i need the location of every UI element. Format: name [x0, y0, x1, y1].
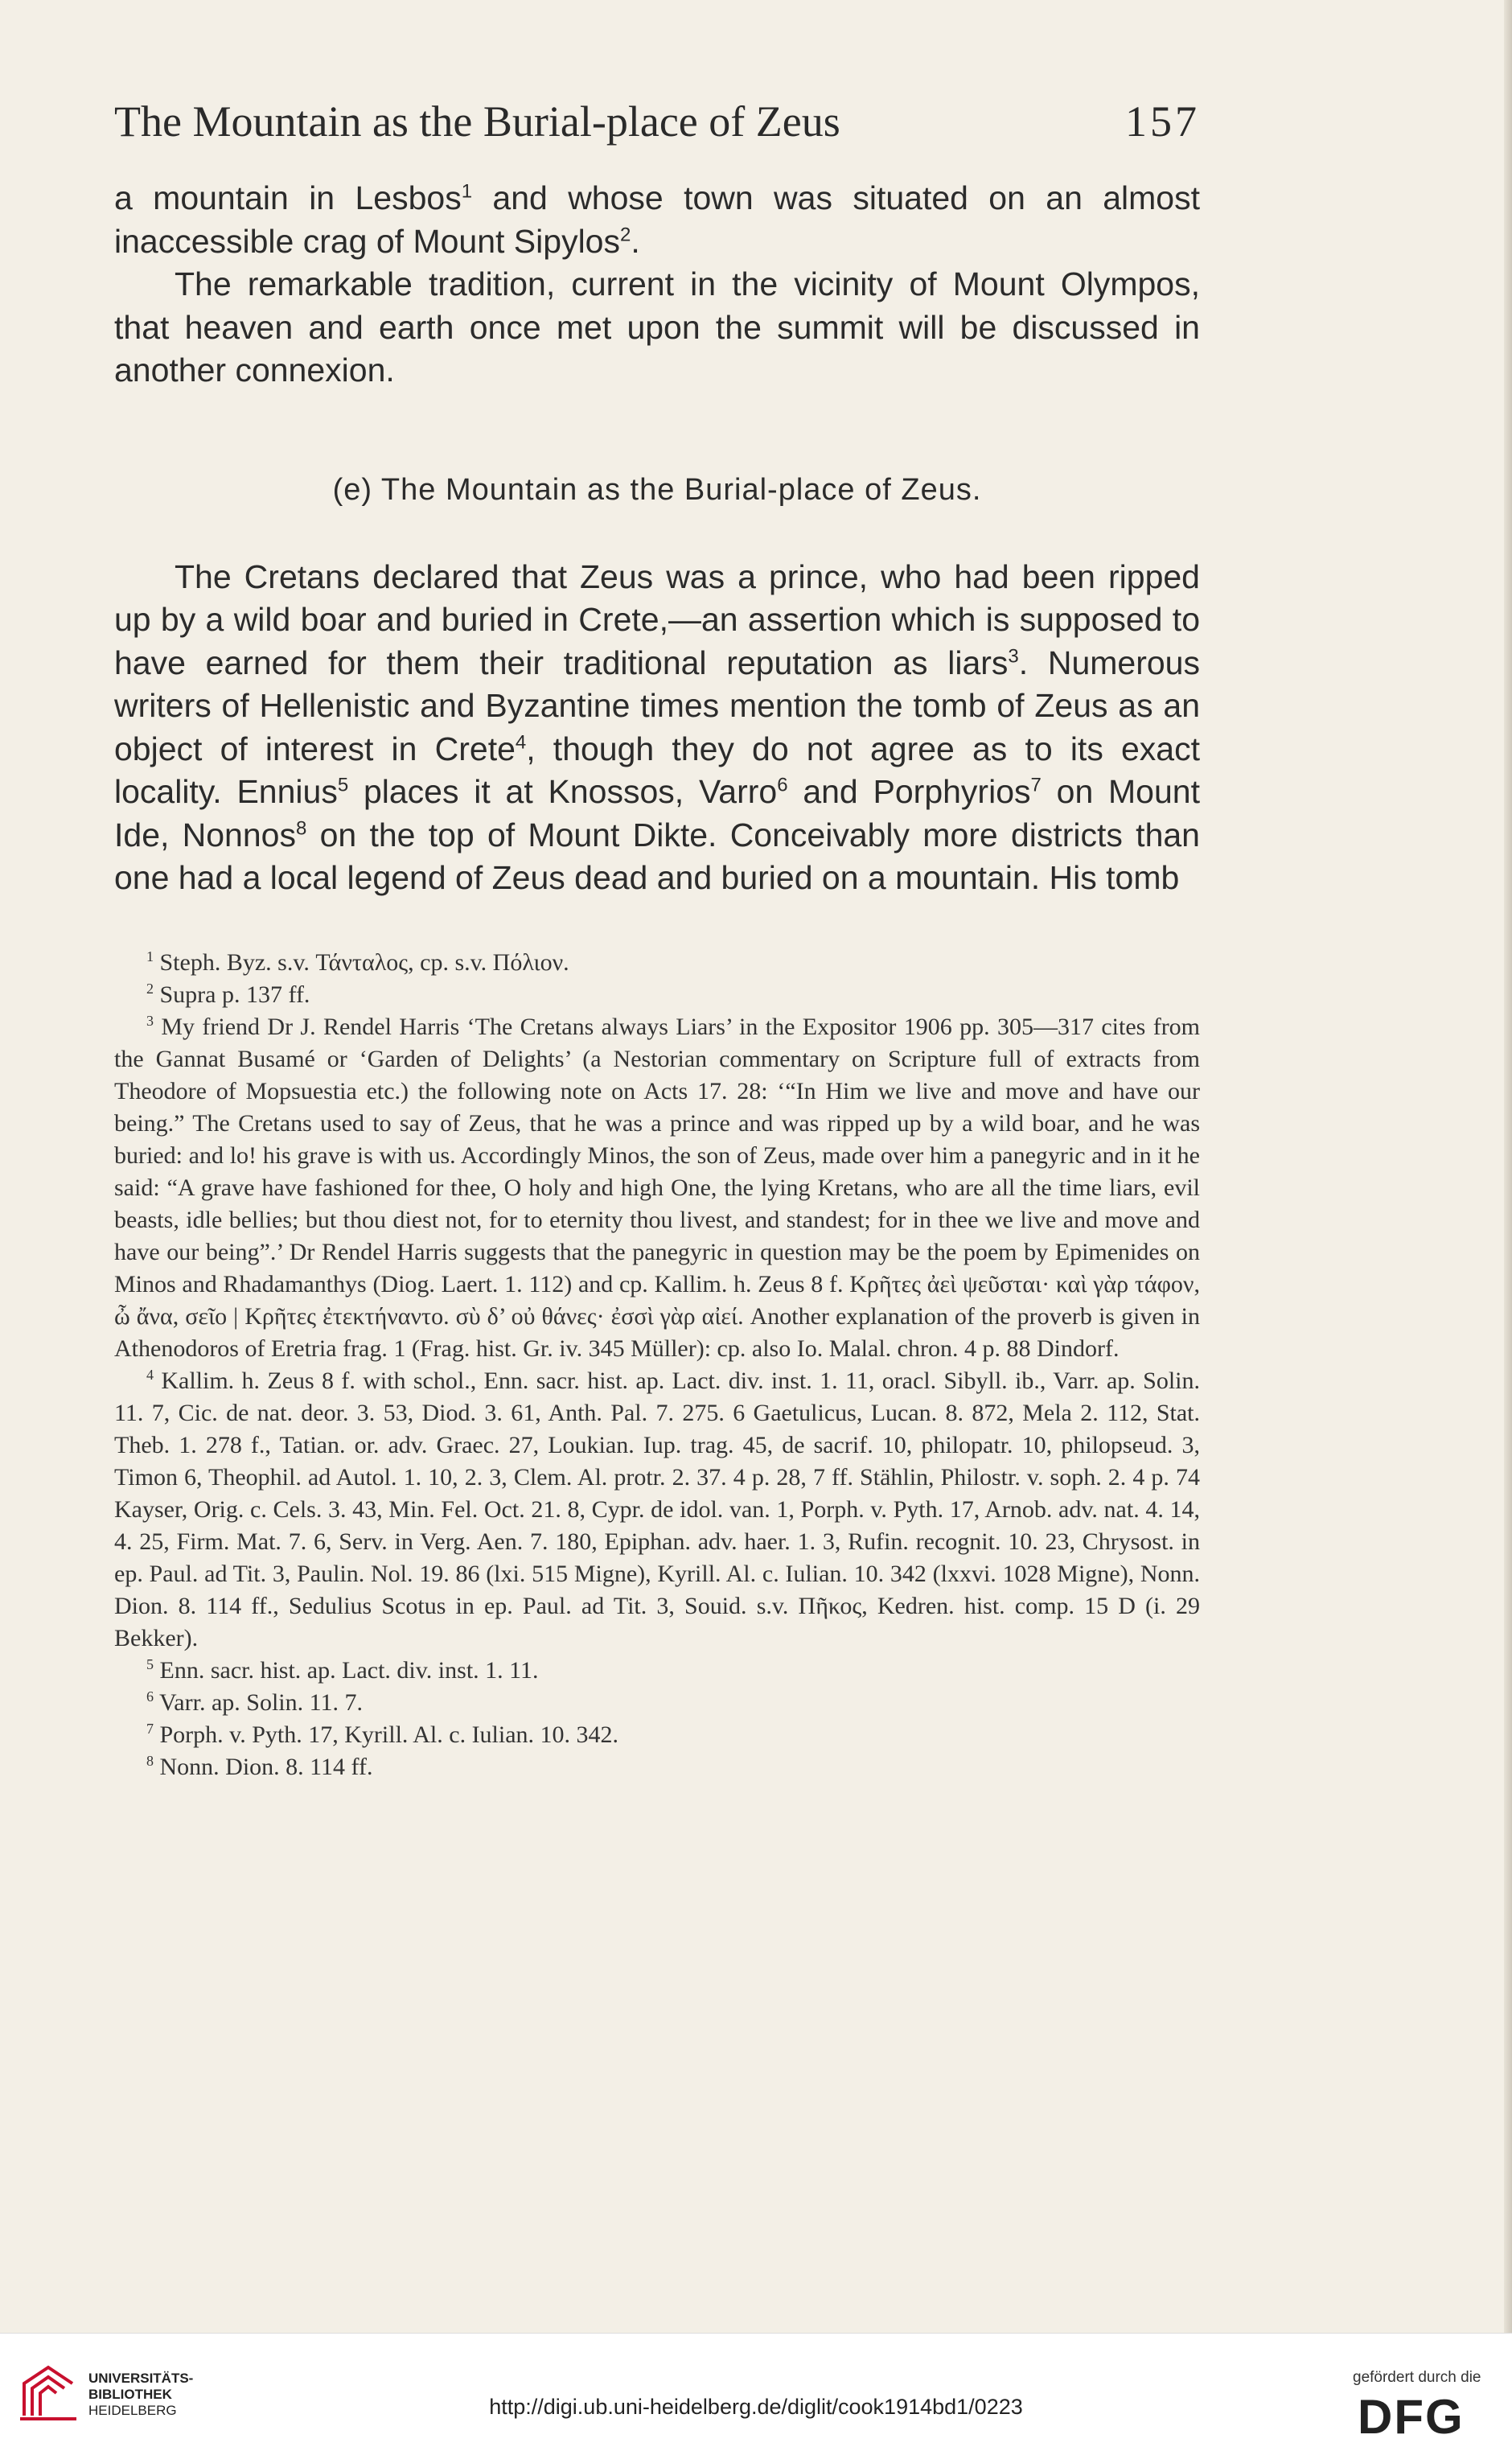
- footnote-text: Kallim. h. Zeus 8 f. with schol., Enn. sacr. hist. ap. Lact. div. inst. 1. 11, oracl. Sibyll. ib., Varr. ap. Solin. 11. 7, Cic. de nat. deor. 3. 53, Diod. 3. 61, Anth. Pal. 7. 275. 6 Gaetulicus, Lucan. 8. 872, Mela 2. 112, Stat. Theb. 1. 278 f., Tatian. or. adv. Graec. 27, Loukian. Iup. trag. 45, de sacrif. 10, philopatr. 10, philopseud. 3, Timon 6, Theophil. ad Autol. 1. 10, 2. 3, Clem. Al. protr. 2. 37. 4 p. 28, 7 ff. Stählin, Philostr. v. soph. 2. 4 p. 74 Kayser, Orig. c. Cels. 3. 43, Min. Fel. Oct. 21. 8, Cypr. de idol. van. 1, Porph. v. Pyth. 17, Arnob. adv. nat. 4. 14, 4. 25, Firm. Mat. 7. 6, Serv. in Verg. Aen. 7. 180, Epiphan. adv. haer. 1. 3, Rufin. recognit. 10. 23, Chrysost. in ep. Paul. ad Tit. 3, Paulin. Nol. 19. 86 (lxi. 515 Migne), Kyrill. Al. c. Iulian. 10. 342 (lxxvi. 1028 Migne), Nonn. Dion. 8. 114 ff., Sedulius Scotus in ep. Paul. ad Tit. 3, Souid. s.v. Πῆκος, Kedren. hist. comp. 15 D (i. 29 Bekker).: [114, 1367, 1201, 1651]
- footnote-8: [114, 1751, 1200, 1783]
- page-number: 157: [1125, 97, 1200, 146]
- footnote-6: [114, 1687, 1200, 1719]
- footnote-text: My friend Dr J. Rendel Harris ‘The Cretans always Liars’ in the Expositor 1906 pp. 305—317 cites from the Gannat Busamé or ‘Garden of Delights’ (a Nestorian commentary on Scripture full of extracts from Theodore of Mopsuestia etc.) the following note on Acts 17. 28: ‘“In Him we live and move and have our being.” The Cretans used to say of Zeus, that he was a prince and was ripped up by a wild boar, and he was buried: and lo! his grave is with us. Accordingly Minos, the son of Zeus, made over him a panegyric and in it he said: “A grave have fashioned for thee, O holy and high One, the lying Kretans, who are all the time liars, evil beasts, idle bellies; but thou diest not, for to eternity thou livest, and standest; for in thee we live and move and have our being”.’ Dr Rendel Harris suggests that the panegyric in question may be the poem by Epimenides on Minos and Rhadamanthys (Diog. Laert. 1. 112) and cp. Kallim. h. Zeus 8 f. Κρῆτες ἀεὶ ψεῦσται· καὶ γὰρ τάφον, ὦ ἄνα, σεῖο | Κρῆτες ἐτεκτήναντο. σὺ δ’ οὐ θάνες· ἐσσὶ γὰρ αἰεί. Another explanation of the proverb is given in Athenodoros of Eretria frag. 1 (Frag. hist. Gr. iv. 345 Müller): cp. also Io. Malal. chron. 4 p. 88 Dindorf.: [114, 1013, 1201, 1362]
- footnote-ref-6[interactable]: 6: [777, 774, 788, 796]
- footnote-text: Enn. sacr. hist. ap. Lact. div. inst. 1. 11.: [159, 1656, 539, 1684]
- footer-bar: [0, 2333, 1512, 2447]
- footnote-ref-8[interactable]: 8: [295, 816, 307, 839]
- footnote-ref-4[interactable]: 4: [515, 730, 527, 753]
- paragraph-3-text: places it at Knossos, Varro: [348, 773, 778, 810]
- footnote-5: [114, 1655, 1200, 1687]
- footnote-text: Nonn. Dion. 8. 114 ff.: [159, 1753, 373, 1780]
- university-library-name: [88, 2371, 193, 2419]
- paragraph-1: [114, 177, 1200, 263]
- page-content: [114, 97, 1200, 1783]
- dfg-logo-text: DFG: [1358, 2393, 1465, 2437]
- running-head: [114, 97, 1200, 146]
- paragraph-3-text: and Porphyrios: [787, 773, 1031, 810]
- library-name-line-3: HEIDELBERG: [88, 2403, 177, 2418]
- paragraph-3-text: on the top of Mount Dikte. Conceivably more districts than one had a local legend of Zeus dead and buried on a mountain. His tomb: [114, 816, 1200, 896]
- footnote-ref-1[interactable]: 1: [461, 180, 473, 203]
- footnote-text: Supra p. 137 ff.: [159, 981, 310, 1008]
- footnotes: [114, 947, 1200, 1783]
- footnote-number: 1: [146, 948, 154, 964]
- sponsor-caption: gefördert durch die: [1353, 2369, 1481, 2386]
- footnote-7: [114, 1719, 1200, 1751]
- paragraph-3-text: on Mount Ide, Nonnos: [114, 773, 1200, 853]
- footnote-number: 3: [146, 1012, 154, 1029]
- paragraph-3-text: The Cretans declared that Zeus was a prince, who had been ripped up by a wild boar and buried in Crete,—an assertion which is supposed to have earned for them their traditional reputation as liars: [114, 557, 1200, 681]
- footnote-number: 6: [146, 1688, 154, 1705]
- footnote-text: Porph. v. Pyth. 17, Kyrill. Al. c. Iulian. 10. 342.: [159, 1721, 619, 1748]
- footnote-ref-7[interactable]: 7: [1030, 774, 1042, 796]
- page-edge-shadow: [1504, 0, 1512, 2333]
- paragraph-2: The remarkable tradition, current in the vicinity of Mount Olympos, that heaven and earth once met upon the summit will be discussed in another connexion.: [114, 265, 1200, 389]
- library-name-line-1: UNIVERSITÄTS-: [88, 2371, 194, 2386]
- library-name-line-2: BIBLIOTHEK: [88, 2387, 172, 2402]
- dfg-logo-icon: [1358, 2393, 1493, 2437]
- paragraph-3: [114, 556, 1200, 900]
- paragraph-3-text: . Numerous writers of Hellenistic and Byzantine times mention the tomb of Zeus as an object of interest in Crete: [114, 644, 1200, 767]
- paragraph-3-text: , though they do not agree as to its exact locality. Ennius: [114, 730, 1200, 810]
- footnote-number: 5: [146, 1655, 154, 1672]
- footnote-ref-2[interactable]: 2: [619, 223, 631, 245]
- footnote-ref-5[interactable]: 5: [337, 774, 349, 796]
- footnote-text: Steph. Byz. s.v. Τάνταλος, cp. s.v. Πόλιον.: [159, 948, 569, 976]
- footnote-ref-3[interactable]: 3: [1008, 644, 1019, 667]
- university-library-logo-icon: [16, 2359, 80, 2424]
- footnote-number: 4: [146, 1366, 154, 1383]
- paragraph-1-text-c: .: [631, 222, 640, 260]
- footnote-number: 7: [146, 1720, 154, 1737]
- running-head-title: The Mountain as the Burial-place of Zeus: [114, 97, 840, 146]
- paragraph-1-text-b: and whose town was situated on an almost inaccessible crag of Mount Sipylos: [114, 179, 1201, 260]
- footnote-3: [114, 1011, 1200, 1365]
- footnote-2: [114, 979, 1200, 1011]
- footnote-4: [114, 1365, 1200, 1655]
- source-url-link[interactable]: http://digi.ub.uni-heidelberg.de/diglit/cook1914bd1/0223: [489, 2395, 1023, 2419]
- paragraph-1-text-a: a mountain in Lesbos: [114, 179, 462, 216]
- footnote-text: Varr. ap. Solin. 11. 7.: [158, 1688, 364, 1716]
- footnote-number: 8: [146, 1752, 154, 1769]
- footnote-number: 2: [146, 980, 154, 997]
- footnote-1: [114, 947, 1200, 979]
- section-heading: (e) The Mountain as the Burial-place of Zeus.: [332, 472, 982, 507]
